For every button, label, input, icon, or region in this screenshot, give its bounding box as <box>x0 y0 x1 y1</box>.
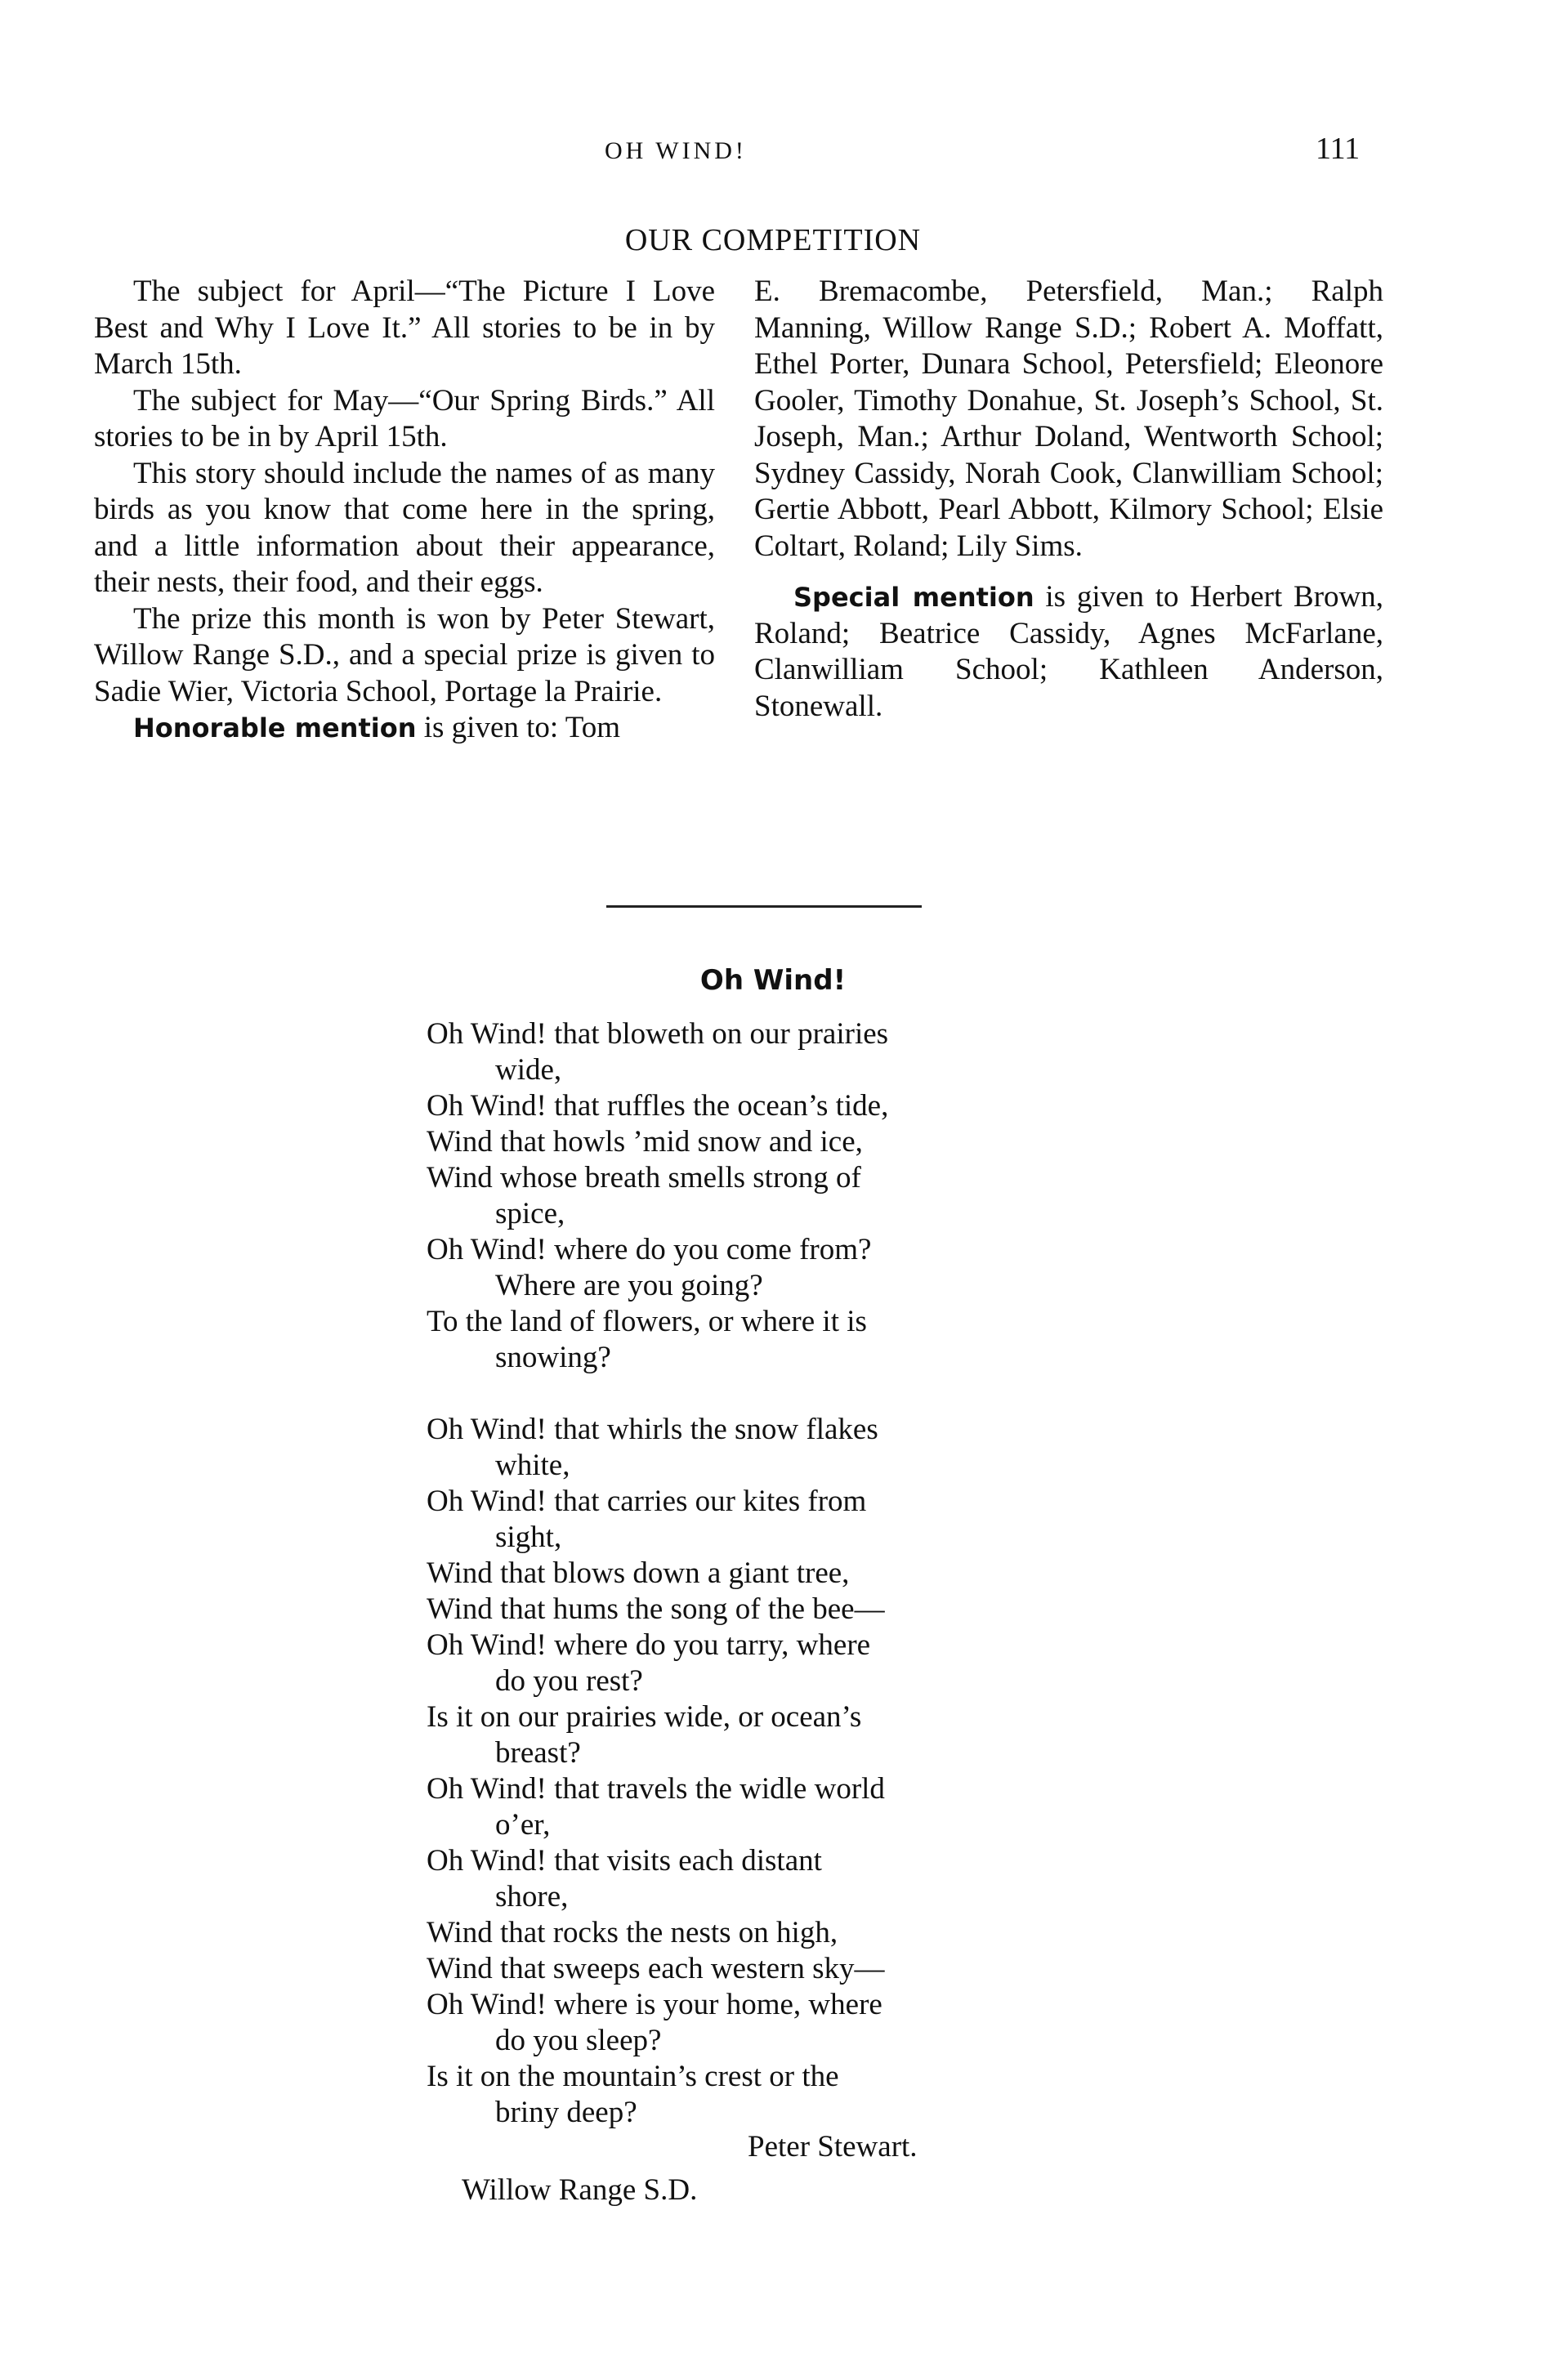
honorable-mention-paragraph <box>94 710 715 747</box>
stanza-gap <box>427 1376 1048 1412</box>
poem-line: Oh Wind! that carries our kites from <box>427 1485 867 1518</box>
poem-line: Is it on the mountain’s crest or the <box>427 2060 839 2093</box>
poem-line: Oh Wind! that travels the widle world <box>427 1772 885 1806</box>
poem-line: Oh Wind! where is your home, where <box>427 1988 882 2021</box>
poem-line: Is it on our prairies wide, or ocean’s <box>427 1700 862 1734</box>
competition-left-column <box>94 274 715 747</box>
special-mention-text: is given to Herbert Brown, Roland; Beatrice Cassidy, Agnes McFarlane, Clanwilliam School; Kathleen Anderson, Stonewall. <box>754 580 1383 723</box>
honorable-mention-label: Honorable mention <box>133 712 417 743</box>
poem-line: Wind that rocks the nests on high, <box>427 1916 838 1949</box>
competition-paragraph: The prize this month is won by Peter Stewart, Willow Range S.D., and a special prize is given to Sadie Wier, Victoria School, Portage la Prairie. <box>94 601 715 708</box>
competition-paragraph: The subject for April—“The Picture I Love Best and Why I Love It.” All stories to be in by March 15th. <box>94 275 715 381</box>
poem-line-continuation: white, <box>495 1449 570 1482</box>
poem-line-continuation: snowing? <box>495 1341 611 1374</box>
poem-line: Oh Wind! that bloweth on our prairies <box>427 1017 889 1051</box>
poem-stanza-2 <box>427 1412 1048 2131</box>
honorable-mention-text: is given to: Tom <box>416 711 621 744</box>
poem-body <box>427 1016 1048 2131</box>
poem-line-continuation: shore, <box>495 1880 569 1913</box>
special-mention-paragraph <box>754 579 1383 725</box>
poem-line-continuation: o’er, <box>495 1808 551 1842</box>
poem-line: Oh Wind! that ruffles the ocean’s tide, <box>427 1089 889 1123</box>
competition-title: OUR COMPETITION <box>624 223 922 257</box>
special-mention-label: Special mention <box>793 582 1034 613</box>
poem-line: Wind that sweeps each western sky— <box>427 1952 885 1985</box>
honorable-mention-names: E. Bremacombe, Petersfield, Man.; Ralph Manning, Willow Range S.D.; Robert A. Moffatt, Ethel Porter, Dunara School, Petersfield; Eleonore Gooler, Timothy Donahue, St. Joseph’s School, St. Joseph, Man.; Arthur Doland, Wentworth School; Sydney Cassidy, Norah Cook, Clanwilliam School; Gertie Abbott, Pearl Abbott, Kilmory School; Elsie Coltart, Roland; Lily Sims. <box>754 275 1383 563</box>
poem-line: Wind that blows down a giant tree, <box>427 1556 850 1590</box>
poem-line-continuation: wide, <box>495 1053 562 1087</box>
poem-line: Wind whose breath smells strong of <box>427 1161 861 1194</box>
competition-paragraph: This story should include the names of as many birds as you know that come here in the spring, and a little information about their appearance, their nests, their food, and their eggs. <box>94 456 715 599</box>
poem-line: Oh Wind! where do you tarry, where <box>427 1628 871 1662</box>
poem-line: Oh Wind! where do you come from? <box>427 1233 872 1266</box>
poem-line: To the land of flowers, or where it is <box>427 1305 867 1338</box>
poem-line-continuation: breast? <box>495 1736 581 1770</box>
competition-right-column <box>754 274 1383 725</box>
poem-line: Wind that howls ’mid snow and ice, <box>427 1125 863 1159</box>
competition-paragraph: The subject for May—“Our Spring Birds.” All stories to be in by April 15th. <box>94 383 715 453</box>
poem-stanza-1 <box>427 1016 1048 1376</box>
page-number: 111 <box>1316 132 1361 166</box>
poem-line-continuation: Where are you going? <box>495 1269 763 1302</box>
poem-line-continuation: spice, <box>495 1197 565 1230</box>
poem-line-continuation: sight, <box>495 1520 562 1554</box>
poem-title: Oh Wind! <box>699 964 847 997</box>
poem-line-continuation: do you rest? <box>495 1664 643 1698</box>
poem-line: Wind that hums the song of the bee— <box>427 1592 885 1626</box>
poem-author-school: Willow Range S.D. <box>462 2173 698 2207</box>
poem-line-continuation: briny deep? <box>495 2096 637 2129</box>
poem-line: Oh Wind! that visits each distant <box>427 1844 822 1878</box>
section-divider <box>606 905 922 908</box>
running-head: OH WIND! <box>605 137 747 164</box>
poem-line-continuation: do you sleep? <box>495 2024 662 2057</box>
poem-author: Peter Stewart. <box>748 2130 918 2163</box>
poem-line: Oh Wind! that whirls the snow flakes <box>427 1413 878 1446</box>
